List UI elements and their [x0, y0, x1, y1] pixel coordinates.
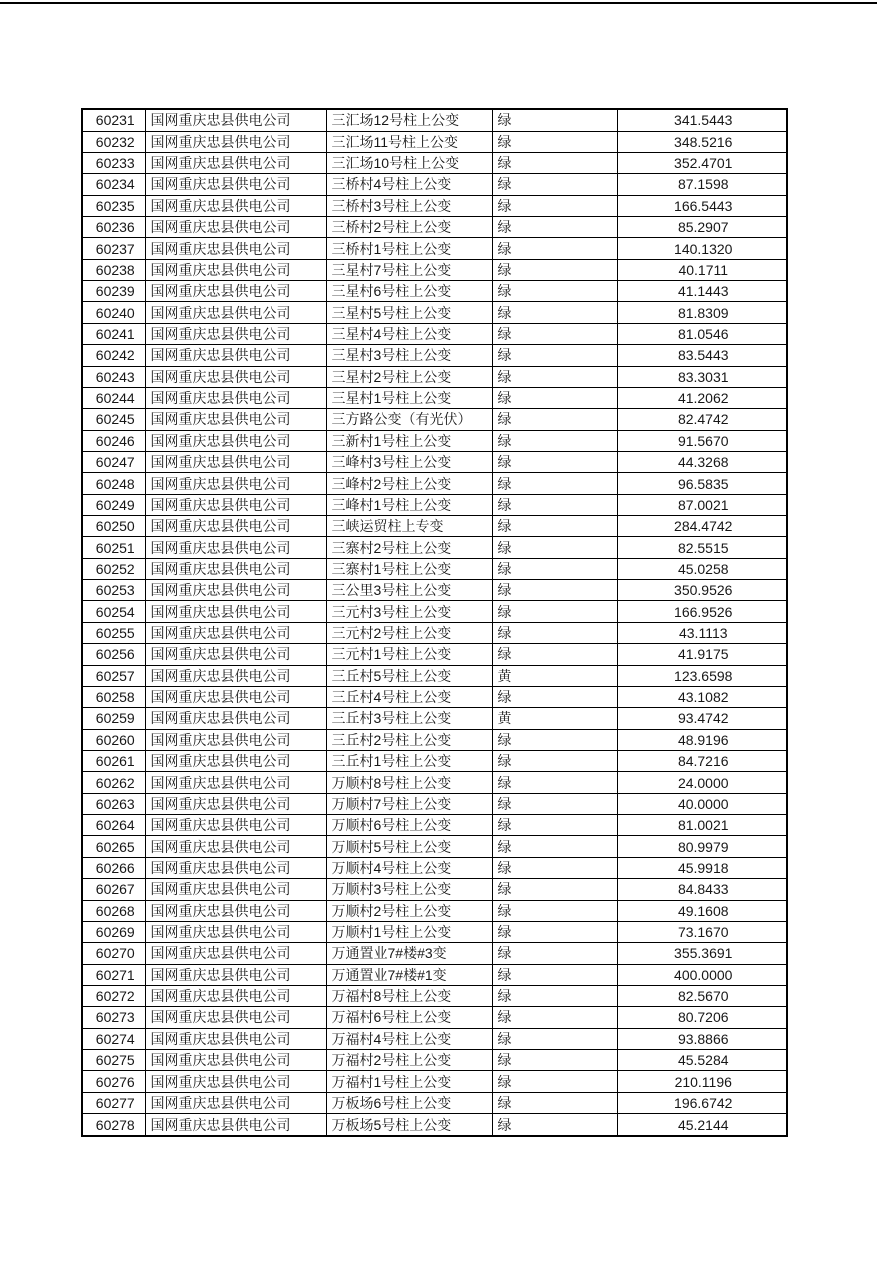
cell-transformer-name: 三元村1号柱上公变: [326, 644, 492, 665]
cell-company-name: 国网重庆忠县供电公司: [145, 686, 326, 707]
cell-transformer-name: 三峰村2号柱上公变: [326, 473, 492, 494]
table-row: [82, 366, 787, 387]
cell-company-name: 国网重庆忠县供电公司: [145, 921, 326, 942]
cell-row-id: 60232: [82, 131, 145, 152]
cell-row-id: 60239: [82, 281, 145, 302]
table-row: [82, 1114, 787, 1136]
cell-status: 绿: [492, 366, 617, 387]
cell-transformer-name: 三星村5号柱上公变: [326, 302, 492, 323]
cell-load-value: 87.1598: [617, 174, 787, 195]
table-row: [82, 793, 787, 814]
cell-transformer-name: 三丘村5号柱上公变: [326, 665, 492, 686]
cell-status: 绿: [492, 473, 617, 494]
cell-load-value: 355.3691: [617, 943, 787, 964]
cell-load-value: 284.4742: [617, 516, 787, 537]
table-row: [82, 580, 787, 601]
cell-status: 绿: [492, 174, 617, 195]
table-row: [82, 1071, 787, 1092]
table-row: [82, 323, 787, 344]
cell-status: 绿: [492, 1071, 617, 1092]
cell-status: 绿: [492, 217, 617, 238]
cell-row-id: 60260: [82, 729, 145, 750]
cell-load-value: 210.1196: [617, 1071, 787, 1092]
cell-transformer-name: 万顺村2号柱上公变: [326, 900, 492, 921]
cell-company-name: 国网重庆忠县供电公司: [145, 366, 326, 387]
cell-status: 绿: [492, 131, 617, 152]
cell-load-value: 196.6742: [617, 1092, 787, 1113]
cell-status: 绿: [492, 259, 617, 280]
cell-load-value: 40.0000: [617, 793, 787, 814]
cell-status: 绿: [492, 900, 617, 921]
cell-company-name: 国网重庆忠县供电公司: [145, 516, 326, 537]
table-row: [82, 217, 787, 238]
table-row: [82, 451, 787, 472]
cell-company-name: 国网重庆忠县供电公司: [145, 985, 326, 1006]
cell-load-value: 91.5670: [617, 430, 787, 451]
cell-status: 绿: [492, 409, 617, 430]
table-row: [82, 109, 787, 131]
cell-load-value: 93.4742: [617, 708, 787, 729]
cell-company-name: 国网重庆忠县供电公司: [145, 1050, 326, 1071]
cell-load-value: 166.5443: [617, 195, 787, 216]
table-row: [82, 1092, 787, 1113]
cell-load-value: 348.5216: [617, 131, 787, 152]
cell-transformer-name: 三星村1号柱上公变: [326, 387, 492, 408]
cell-transformer-name: 三丘村3号柱上公变: [326, 708, 492, 729]
cell-row-id: 60233: [82, 152, 145, 173]
cell-company-name: 国网重庆忠县供电公司: [145, 879, 326, 900]
cell-row-id: 60243: [82, 366, 145, 387]
cell-row-id: 60255: [82, 622, 145, 643]
cell-status: 绿: [492, 430, 617, 451]
cell-row-id: 60266: [82, 857, 145, 878]
table-row: [82, 772, 787, 793]
cell-status: 绿: [492, 622, 617, 643]
cell-status: 绿: [492, 451, 617, 472]
cell-transformer-name: 万顺村4号柱上公变: [326, 857, 492, 878]
cell-company-name: 国网重庆忠县供电公司: [145, 558, 326, 579]
cell-company-name: 国网重庆忠县供电公司: [145, 238, 326, 259]
cell-row-id: 60235: [82, 195, 145, 216]
cell-status: 绿: [492, 1007, 617, 1028]
cell-status: 绿: [492, 345, 617, 366]
table-row: [82, 302, 787, 323]
cell-company-name: 国网重庆忠县供电公司: [145, 601, 326, 622]
cell-company-name: 国网重庆忠县供电公司: [145, 836, 326, 857]
cell-load-value: 49.1608: [617, 900, 787, 921]
cell-transformer-name: 三桥村4号柱上公变: [326, 174, 492, 195]
cell-transformer-name: 三元村2号柱上公变: [326, 622, 492, 643]
table-row: [82, 409, 787, 430]
cell-status: 绿: [492, 964, 617, 985]
table-row: [82, 281, 787, 302]
cell-row-id: 60246: [82, 430, 145, 451]
cell-transformer-name: 三汇场11号柱上公变: [326, 131, 492, 152]
cell-row-id: 60249: [82, 494, 145, 515]
table-row: [82, 238, 787, 259]
cell-transformer-name: 三寨村1号柱上公变: [326, 558, 492, 579]
cell-company-name: 国网重庆忠县供电公司: [145, 1114, 326, 1136]
cell-company-name: 国网重庆忠县供电公司: [145, 473, 326, 494]
cell-load-value: 40.1711: [617, 259, 787, 280]
cell-status: 绿: [492, 195, 617, 216]
cell-row-id: 60256: [82, 644, 145, 665]
cell-status: 绿: [492, 238, 617, 259]
cell-company-name: 国网重庆忠县供电公司: [145, 772, 326, 793]
cell-transformer-name: 三公里3号柱上公变: [326, 580, 492, 601]
cell-transformer-name: 万板场6号柱上公变: [326, 1092, 492, 1113]
cell-company-name: 国网重庆忠县供电公司: [145, 387, 326, 408]
table-row: [82, 494, 787, 515]
cell-load-value: 80.7206: [617, 1007, 787, 1028]
cell-row-id: 60245: [82, 409, 145, 430]
cell-transformer-name: 三星村6号柱上公变: [326, 281, 492, 302]
transformer-table: [81, 108, 788, 1137]
cell-company-name: 国网重庆忠县供电公司: [145, 174, 326, 195]
cell-transformer-name: 三峡运贸柱上专变: [326, 516, 492, 537]
cell-transformer-name: 三丘村2号柱上公变: [326, 729, 492, 750]
cell-company-name: 国网重庆忠县供电公司: [145, 109, 326, 131]
cell-status: 绿: [492, 1092, 617, 1113]
cell-status: 绿: [492, 793, 617, 814]
cell-load-value: 45.0258: [617, 558, 787, 579]
cell-status: 绿: [492, 836, 617, 857]
cell-company-name: 国网重庆忠县供电公司: [145, 302, 326, 323]
cell-transformer-name: 万顺村1号柱上公变: [326, 921, 492, 942]
cell-status: 绿: [492, 323, 617, 344]
cell-row-id: 60237: [82, 238, 145, 259]
cell-transformer-name: 三汇场12号柱上公变: [326, 109, 492, 131]
cell-transformer-name: 三丘村4号柱上公变: [326, 686, 492, 707]
cell-load-value: 352.4701: [617, 152, 787, 173]
cell-row-id: 60270: [82, 943, 145, 964]
cell-transformer-name: 万顺村8号柱上公变: [326, 772, 492, 793]
cell-transformer-name: 三峰村1号柱上公变: [326, 494, 492, 515]
cell-row-id: 60250: [82, 516, 145, 537]
cell-load-value: 43.1113: [617, 622, 787, 643]
table-row: [82, 558, 787, 579]
cell-status: 绿: [492, 644, 617, 665]
cell-transformer-name: 三桥村2号柱上公变: [326, 217, 492, 238]
cell-load-value: 85.2907: [617, 217, 787, 238]
cell-transformer-name: 三峰村3号柱上公变: [326, 451, 492, 472]
table-row: [82, 622, 787, 643]
table-row: [82, 729, 787, 750]
cell-load-value: 81.8309: [617, 302, 787, 323]
cell-status: 绿: [492, 751, 617, 772]
cell-load-value: 123.6598: [617, 665, 787, 686]
cell-status: 黄: [492, 665, 617, 686]
cell-load-value: 83.5443: [617, 345, 787, 366]
cell-company-name: 国网重庆忠县供电公司: [145, 622, 326, 643]
cell-status: 绿: [492, 985, 617, 1006]
cell-load-value: 41.1443: [617, 281, 787, 302]
table-row: [82, 857, 787, 878]
cell-transformer-name: 三桥村3号柱上公变: [326, 195, 492, 216]
cell-load-value: 166.9526: [617, 601, 787, 622]
cell-status: 绿: [492, 281, 617, 302]
cell-row-id: 60275: [82, 1050, 145, 1071]
cell-load-value: 87.0021: [617, 494, 787, 515]
transformer-table-body: [82, 109, 787, 1136]
cell-row-id: 60257: [82, 665, 145, 686]
cell-row-id: 60231: [82, 109, 145, 131]
cell-transformer-name: 三星村2号柱上公变: [326, 366, 492, 387]
cell-row-id: 60276: [82, 1071, 145, 1092]
cell-row-id: 60261: [82, 751, 145, 772]
table-row: [82, 1050, 787, 1071]
cell-company-name: 国网重庆忠县供电公司: [145, 708, 326, 729]
cell-row-id: 60259: [82, 708, 145, 729]
cell-row-id: 60264: [82, 815, 145, 836]
cell-load-value: 81.0021: [617, 815, 787, 836]
cell-transformer-name: 三汇场10号柱上公变: [326, 152, 492, 173]
cell-company-name: 国网重庆忠县供电公司: [145, 281, 326, 302]
table-row: [82, 516, 787, 537]
cell-row-id: 60269: [82, 921, 145, 942]
cell-row-id: 60247: [82, 451, 145, 472]
cell-load-value: 45.2144: [617, 1114, 787, 1136]
cell-company-name: 国网重庆忠县供电公司: [145, 900, 326, 921]
cell-load-value: 400.0000: [617, 964, 787, 985]
cell-status: 绿: [492, 1050, 617, 1071]
cell-company-name: 国网重庆忠县供电公司: [145, 494, 326, 515]
cell-company-name: 国网重庆忠县供电公司: [145, 793, 326, 814]
cell-transformer-name: 万通置业7#楼#3变: [326, 943, 492, 964]
cell-transformer-name: 万顺村6号柱上公变: [326, 815, 492, 836]
cell-status: 绿: [492, 302, 617, 323]
cell-status: 绿: [492, 1114, 617, 1136]
cell-company-name: 国网重庆忠县供电公司: [145, 152, 326, 173]
cell-company-name: 国网重庆忠县供电公司: [145, 345, 326, 366]
cell-row-id: 60244: [82, 387, 145, 408]
cell-status: 绿: [492, 772, 617, 793]
cell-status: 绿: [492, 516, 617, 537]
cell-row-id: 60238: [82, 259, 145, 280]
cell-company-name: 国网重庆忠县供电公司: [145, 665, 326, 686]
cell-transformer-name: 万板场5号柱上公变: [326, 1114, 492, 1136]
cell-load-value: 84.8433: [617, 879, 787, 900]
cell-row-id: 60272: [82, 985, 145, 1006]
cell-load-value: 41.9175: [617, 644, 787, 665]
cell-load-value: 350.9526: [617, 580, 787, 601]
cell-row-id: 60278: [82, 1114, 145, 1136]
cell-row-id: 60240: [82, 302, 145, 323]
cell-row-id: 60236: [82, 217, 145, 238]
cell-company-name: 国网重庆忠县供电公司: [145, 857, 326, 878]
cell-load-value: 45.9918: [617, 857, 787, 878]
cell-status: 绿: [492, 857, 617, 878]
cell-company-name: 国网重庆忠县供电公司: [145, 217, 326, 238]
cell-company-name: 国网重庆忠县供电公司: [145, 1028, 326, 1049]
cell-row-id: 60242: [82, 345, 145, 366]
cell-transformer-name: 万福村8号柱上公变: [326, 985, 492, 1006]
cell-transformer-name: 万福村1号柱上公变: [326, 1071, 492, 1092]
cell-transformer-name: 万顺村5号柱上公变: [326, 836, 492, 857]
table-row: [82, 644, 787, 665]
cell-load-value: 82.5515: [617, 537, 787, 558]
cell-company-name: 国网重庆忠县供电公司: [145, 729, 326, 750]
cell-row-id: 60248: [82, 473, 145, 494]
cell-status: 绿: [492, 387, 617, 408]
cell-transformer-name: 万顺村3号柱上公变: [326, 879, 492, 900]
cell-status: 绿: [492, 815, 617, 836]
cell-transformer-name: 万福村6号柱上公变: [326, 1007, 492, 1028]
cell-status: 绿: [492, 601, 617, 622]
table-row: [82, 815, 787, 836]
cell-row-id: 60251: [82, 537, 145, 558]
cell-load-value: 96.5835: [617, 473, 787, 494]
cell-company-name: 国网重庆忠县供电公司: [145, 815, 326, 836]
page-top-rule: [0, 2, 877, 4]
cell-load-value: 140.1320: [617, 238, 787, 259]
table-row: [82, 921, 787, 942]
cell-load-value: 82.5670: [617, 985, 787, 1006]
cell-row-id: 60234: [82, 174, 145, 195]
cell-load-value: 341.5443: [617, 109, 787, 131]
cell-load-value: 45.5284: [617, 1050, 787, 1071]
cell-row-id: 60267: [82, 879, 145, 900]
cell-status: 绿: [492, 109, 617, 131]
table-row: [82, 131, 787, 152]
table-row: [82, 900, 787, 921]
cell-load-value: 81.0546: [617, 323, 787, 344]
cell-company-name: 国网重庆忠县供电公司: [145, 751, 326, 772]
cell-load-value: 80.9979: [617, 836, 787, 857]
table-row: [82, 1028, 787, 1049]
table-row: [82, 879, 787, 900]
cell-transformer-name: 三丘村1号柱上公变: [326, 751, 492, 772]
cell-status: 绿: [492, 729, 617, 750]
cell-transformer-name: 三新村1号柱上公变: [326, 430, 492, 451]
cell-company-name: 国网重庆忠县供电公司: [145, 644, 326, 665]
cell-load-value: 84.7216: [617, 751, 787, 772]
cell-company-name: 国网重庆忠县供电公司: [145, 409, 326, 430]
cell-company-name: 国网重庆忠县供电公司: [145, 323, 326, 344]
cell-company-name: 国网重庆忠县供电公司: [145, 1007, 326, 1028]
cell-status: 绿: [492, 943, 617, 964]
cell-company-name: 国网重庆忠县供电公司: [145, 943, 326, 964]
cell-status: 绿: [492, 152, 617, 173]
cell-load-value: 41.2062: [617, 387, 787, 408]
cell-load-value: 48.9196: [617, 729, 787, 750]
cell-company-name: 国网重庆忠县供电公司: [145, 430, 326, 451]
cell-transformer-name: 万通置业7#楼#1变: [326, 964, 492, 985]
cell-row-id: 60271: [82, 964, 145, 985]
cell-row-id: 60252: [82, 558, 145, 579]
table-row: [82, 345, 787, 366]
cell-transformer-name: 三星村7号柱上公变: [326, 259, 492, 280]
cell-status: 绿: [492, 879, 617, 900]
cell-row-id: 60263: [82, 793, 145, 814]
cell-transformer-name: 三寨村2号柱上公变: [326, 537, 492, 558]
cell-row-id: 60253: [82, 580, 145, 601]
cell-row-id: 60274: [82, 1028, 145, 1049]
cell-company-name: 国网重庆忠县供电公司: [145, 259, 326, 280]
table-row: [82, 387, 787, 408]
cell-row-id: 60241: [82, 323, 145, 344]
table-row: [82, 259, 787, 280]
cell-company-name: 国网重庆忠县供电公司: [145, 964, 326, 985]
cell-row-id: 60258: [82, 686, 145, 707]
cell-status: 绿: [492, 494, 617, 515]
cell-transformer-name: 万顺村7号柱上公变: [326, 793, 492, 814]
table-row: [82, 473, 787, 494]
cell-load-value: 82.4742: [617, 409, 787, 430]
cell-status: 绿: [492, 686, 617, 707]
table-row: [82, 964, 787, 985]
cell-status: 绿: [492, 921, 617, 942]
cell-load-value: 43.1082: [617, 686, 787, 707]
cell-load-value: 73.1670: [617, 921, 787, 942]
cell-status: 绿: [492, 558, 617, 579]
cell-load-value: 83.3031: [617, 366, 787, 387]
cell-transformer-name: 三星村3号柱上公变: [326, 345, 492, 366]
cell-company-name: 国网重庆忠县供电公司: [145, 537, 326, 558]
cell-company-name: 国网重庆忠县供电公司: [145, 1071, 326, 1092]
table-row: [82, 836, 787, 857]
table-row: [82, 665, 787, 686]
cell-transformer-name: 三桥村1号柱上公变: [326, 238, 492, 259]
cell-company-name: 国网重庆忠县供电公司: [145, 1092, 326, 1113]
cell-company-name: 国网重庆忠县供电公司: [145, 131, 326, 152]
cell-row-id: 60268: [82, 900, 145, 921]
cell-company-name: 国网重庆忠县供电公司: [145, 451, 326, 472]
table-row: [82, 985, 787, 1006]
table-row: [82, 943, 787, 964]
table-row: [82, 601, 787, 622]
table-row: [82, 751, 787, 772]
table-row: [82, 708, 787, 729]
cell-row-id: 60277: [82, 1092, 145, 1113]
table-row: [82, 430, 787, 451]
cell-transformer-name: 三方路公变（有光伏）: [326, 409, 492, 430]
table-row: [82, 1007, 787, 1028]
cell-transformer-name: 三元村3号柱上公变: [326, 601, 492, 622]
table-row: [82, 152, 787, 173]
cell-company-name: 国网重庆忠县供电公司: [145, 195, 326, 216]
cell-transformer-name: 三星村4号柱上公变: [326, 323, 492, 344]
cell-status: 绿: [492, 537, 617, 558]
cell-status: 绿: [492, 580, 617, 601]
cell-row-id: 60254: [82, 601, 145, 622]
cell-company-name: 国网重庆忠县供电公司: [145, 580, 326, 601]
cell-load-value: 24.0000: [617, 772, 787, 793]
table-row: [82, 537, 787, 558]
cell-transformer-name: 万福村2号柱上公变: [326, 1050, 492, 1071]
cell-row-id: 60273: [82, 1007, 145, 1028]
cell-load-value: 44.3268: [617, 451, 787, 472]
cell-row-id: 60265: [82, 836, 145, 857]
cell-row-id: 60262: [82, 772, 145, 793]
table-row: [82, 195, 787, 216]
table-row: [82, 686, 787, 707]
table-row: [82, 174, 787, 195]
cell-transformer-name: 万福村4号柱上公变: [326, 1028, 492, 1049]
cell-load-value: 93.8866: [617, 1028, 787, 1049]
cell-status: 黄: [492, 708, 617, 729]
cell-status: 绿: [492, 1028, 617, 1049]
